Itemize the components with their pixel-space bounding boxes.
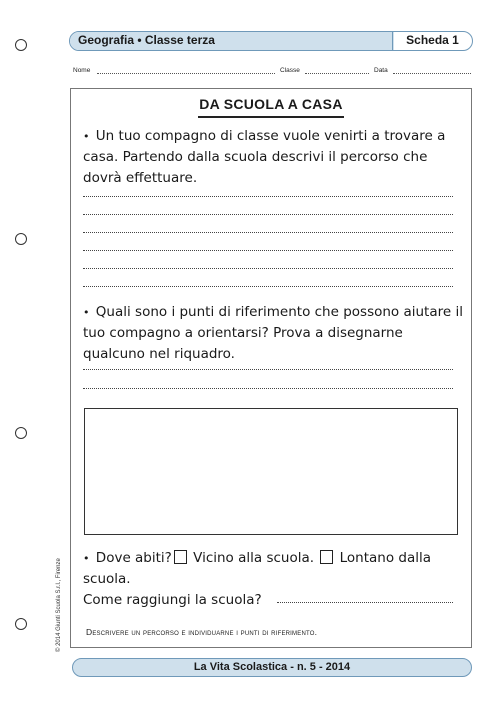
bullet-icon: • (83, 130, 90, 143)
name-field[interactable] (97, 73, 275, 74)
header-bar (69, 31, 473, 51)
bullet-icon: • (83, 552, 90, 565)
student-info-row (73, 67, 473, 79)
bullet-icon: • (83, 306, 90, 319)
teacher-instruction: Descrivere un percorso e individuarne i punti di riferimento. (86, 627, 318, 637)
question-3-lead: Dove abiti? (95, 550, 172, 566)
answer-line[interactable] (83, 250, 453, 251)
answer-line[interactable] (83, 268, 453, 269)
option-far-label-2: scuola. (83, 571, 131, 587)
worksheet-title: DA SCUOLA A CASA (199, 96, 343, 112)
answer-line[interactable] (83, 369, 453, 370)
sheet-label: Scheda 1 (392, 32, 472, 50)
title-underline (198, 116, 344, 118)
date-field[interactable] (393, 73, 471, 74)
option-far-label-1: Lontano dalla (339, 550, 432, 566)
far-checkbox[interactable] (320, 550, 333, 564)
question-2-text: Quali sono i punti di riferimento che possono aiutare il tuo compagno a orientarsi? Prova a disegnarne qualcuno nel riquadro. (83, 304, 463, 362)
near-checkbox[interactable] (174, 550, 187, 564)
binder-hole-1 (15, 39, 27, 51)
answer-line[interactable] (83, 232, 453, 233)
copyright-text: © 2014 Giunti Scuola S.r.l., Firenze (56, 558, 62, 652)
drawing-box[interactable] (84, 408, 458, 535)
binder-hole-4 (15, 618, 27, 630)
answer-line[interactable] (83, 214, 453, 215)
answer-line[interactable] (83, 286, 453, 287)
class-label: Classe (280, 67, 300, 74)
subject-label: Geografia • Classe terza (70, 32, 394, 50)
answer-line[interactable] (83, 388, 453, 389)
question-2 (83, 302, 463, 365)
footer-bar: La Vita Scolastica - n. 5 - 2014 (72, 658, 472, 677)
question-1-text: Un tuo compagno di classe vuole venirti a trovare a casa. Partendo dalla scuola descrivi il percorso che dovrà effettuare. (83, 128, 446, 186)
binder-hole-3 (15, 427, 27, 439)
question-4-text: Come raggiungi la scuola? (83, 592, 262, 608)
name-label: Nome (73, 67, 91, 74)
binder-hole-2 (15, 233, 27, 245)
question-1 (83, 126, 463, 189)
answer-line[interactable] (83, 196, 453, 197)
date-label: Data (374, 67, 388, 74)
class-field[interactable] (305, 73, 369, 74)
commute-answer-line[interactable] (277, 602, 453, 603)
option-near-label: Vicino alla scuola. (193, 550, 315, 566)
